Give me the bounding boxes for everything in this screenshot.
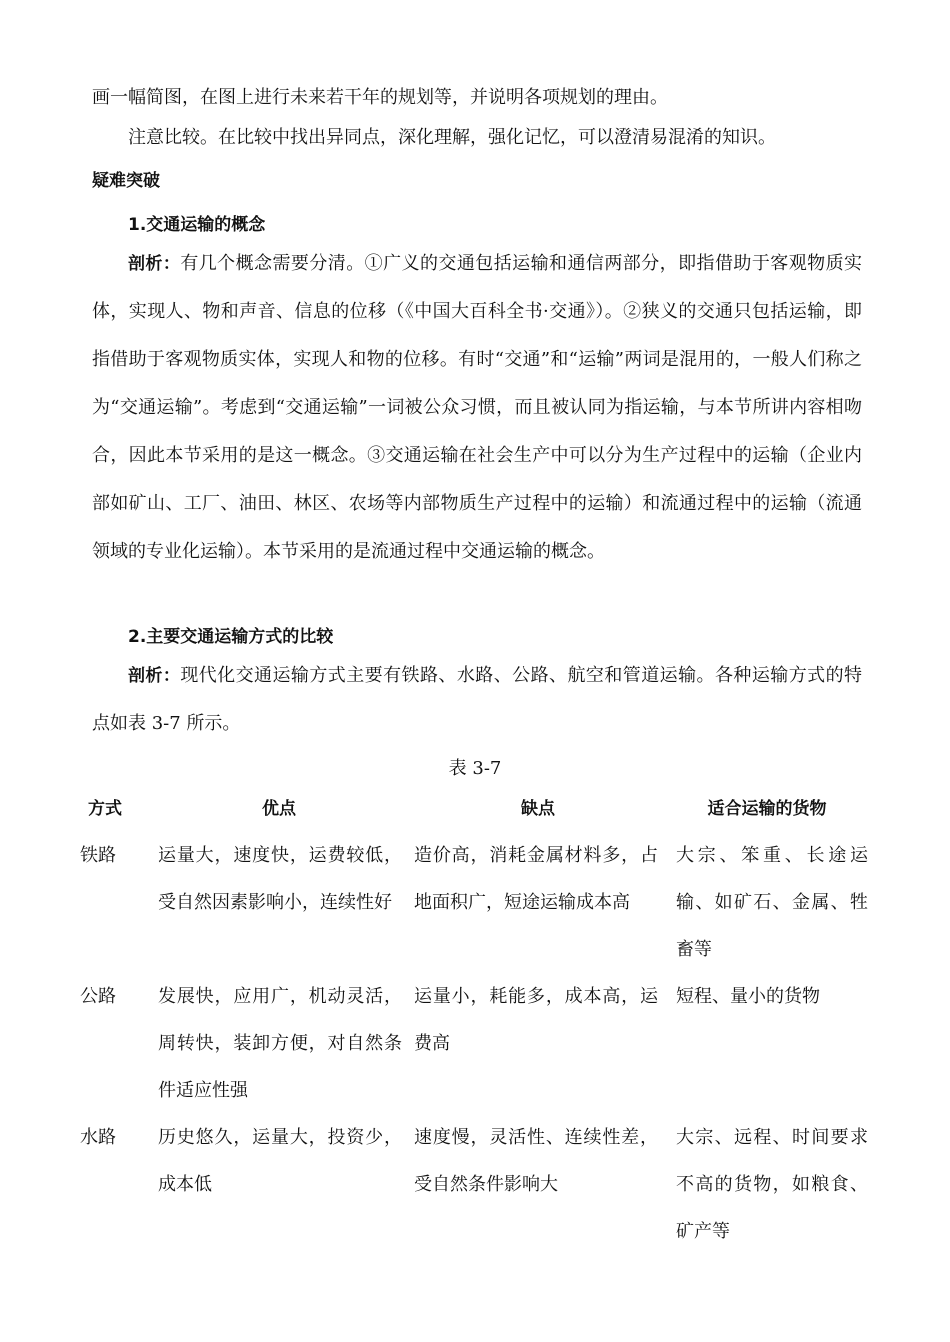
cell-mode: 公路 xyxy=(80,986,116,1007)
paragraph-planning: 画一幅简图，在图上进行未来若干年的规划等，并说明各项规划的理由。 xyxy=(92,87,668,108)
section-heading-difficulty: 疑难突破 xyxy=(92,171,160,191)
cell-cons: 速度慢，灵活性、连续性差，受自然条件影响大 xyxy=(414,1127,658,1195)
paragraph-comparison-analysis xyxy=(92,652,862,748)
paragraph-compare: 注意比较。在比较中找出异同点，深化理解，强化记忆，可以澄清易混淆的知识。 xyxy=(128,127,776,148)
column-header-cons: 缺点 xyxy=(521,799,555,819)
analysis-text: 有几个概念需要分清。①广义的交通包括运输和通信两部分，即指借助于客观物质实体，实现人、物和声音、信息的位移（《中国大百科全书·交通》）。②狭义的交通只包括运输，即指借助于客观物质实体，实现人和物的位移。有时“交通”和“运输”两词是混用的，一般人们称之为“交通运输”。考虑到“交通运输”一词被公众习惯，而且被认同为指运输，与本节所讲内容相吻合，因此本节采用的是这一概念。③交通运输在社会生产中可以分为生产过程中的运输（企业内部如矿山、工厂、油田、林区、农场等内部物质生产过程中的运输）和流通过程中的运输（流通领域的专业化运输）。本节采用的是流通过程中交通运输的概念。 xyxy=(92,253,863,562)
column-header-pros: 优点 xyxy=(262,799,296,819)
table-row-railway xyxy=(78,832,868,973)
cell-pros: 运量大，速度快，运费较低，受自然因素影响小，连续性好 xyxy=(158,845,402,913)
table-header-row xyxy=(78,786,868,832)
analysis-label: 剖析： xyxy=(128,666,181,686)
table-row-highway xyxy=(78,973,868,1114)
heading-transport-comparison: 2.主要交通运输方式的比较 xyxy=(128,627,334,647)
cell-pros: 发展快，应用广，机动灵活，周转快，装卸方便，对自然条件适应性强 xyxy=(158,986,402,1101)
cell-mode: 水路 xyxy=(80,1127,116,1148)
paragraph-concept-analysis xyxy=(92,240,862,576)
analysis-label: 剖析： xyxy=(128,254,181,274)
heading-transport-concept: 1.交通运输的概念 xyxy=(128,215,266,235)
column-header-mode: 方式 xyxy=(88,799,122,819)
analysis-text: 现代化交通运输方式主要有铁路、水路、公路、航空和管道运输。各种运输方式的特点如表 3-7 所示。 xyxy=(92,665,863,734)
cell-cons: 运量小，耗能多，成本高，运费高 xyxy=(414,986,658,1054)
table-caption: 表 3-7 xyxy=(448,758,502,779)
cell-goods: 短程、量小的货物 xyxy=(676,986,820,1007)
cell-goods: 大宗、笨重、长途运输、如矿石、金属、牲畜等 xyxy=(676,845,868,960)
transport-comparison-table xyxy=(78,786,868,1255)
cell-pros: 历史悠久，运量大，投资少，成本低 xyxy=(158,1127,402,1195)
column-header-goods: 适合运输的货物 xyxy=(707,799,827,819)
table-row-waterway xyxy=(78,1114,868,1255)
cell-cons: 造价高，消耗金属材料多，占地面积广，短途运输成本高 xyxy=(414,845,658,913)
cell-goods: 大宗、远程、时间要求不高的货物，如粮食、矿产等 xyxy=(676,1127,868,1242)
cell-mode: 铁路 xyxy=(80,845,116,866)
